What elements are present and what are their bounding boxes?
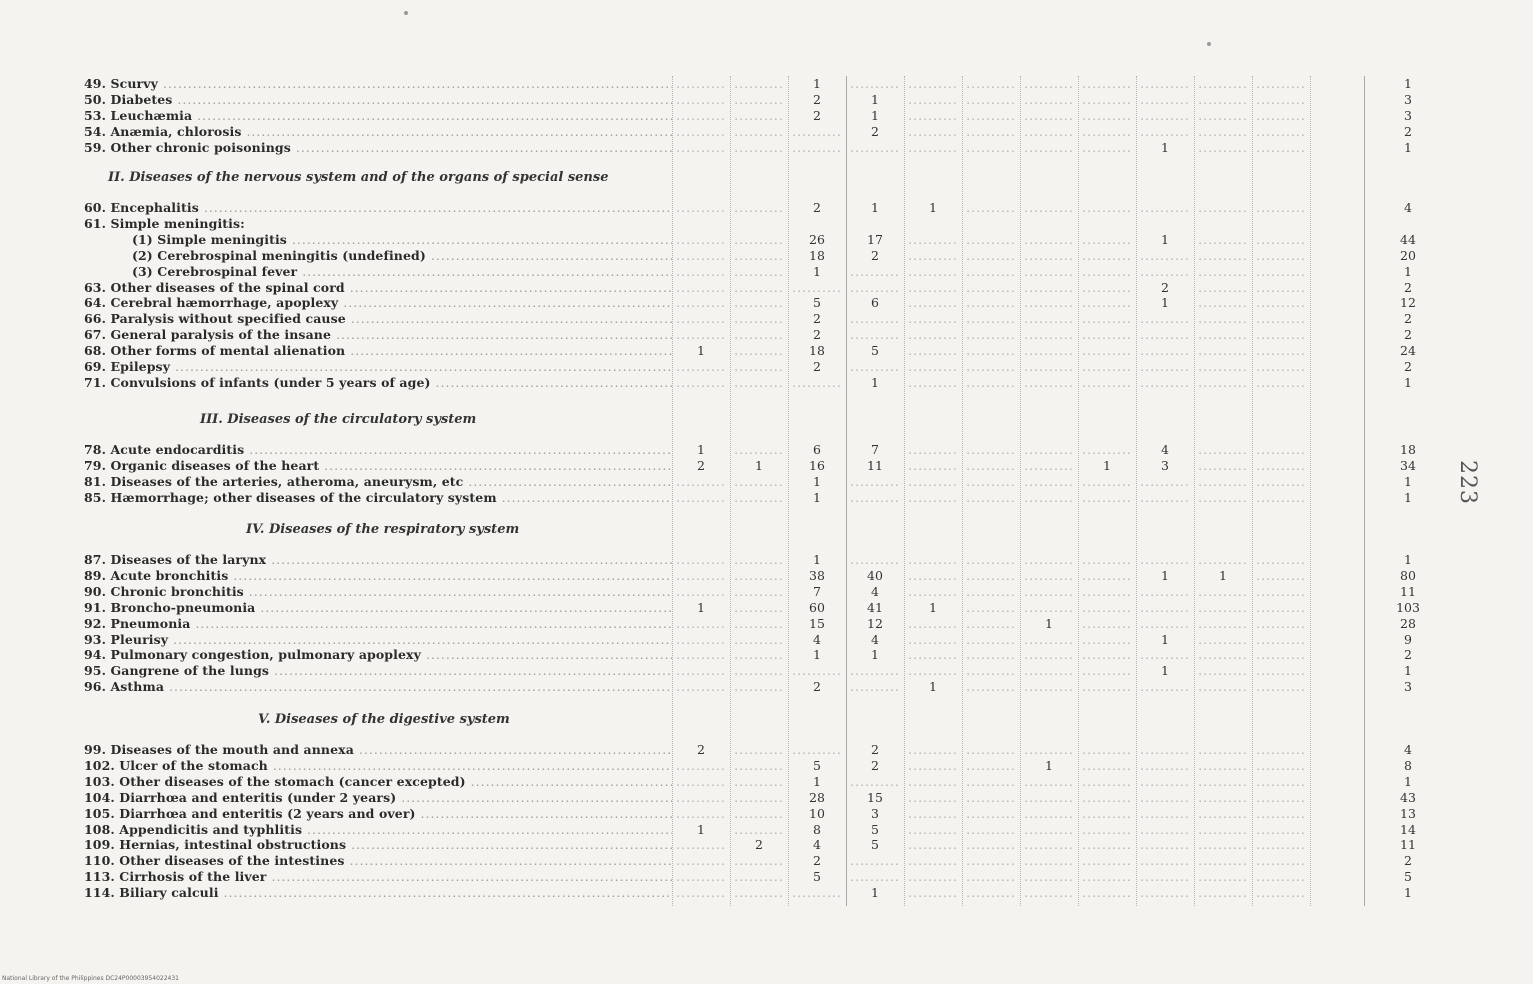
row-label-text: 105. Diarrhœa and enteritis (2 years and over) — [84, 805, 416, 821]
row-label-text: 79. Organic diseases of the heart — [84, 457, 320, 473]
row-total: 2 — [1404, 359, 1412, 374]
row-total: 3 — [1404, 107, 1412, 123]
section-heading: V. Diseases of the digestive system — [258, 712, 510, 727]
row-label-text: 92. Pneumonia — [84, 615, 191, 631]
row-label — [84, 822, 672, 838]
row-label — [84, 232, 672, 248]
row-label — [84, 790, 672, 806]
table-cell: 3 — [871, 805, 879, 821]
row-total: 4 — [1404, 742, 1412, 757]
column-rule — [1310, 76, 1311, 906]
column-rule — [730, 76, 731, 906]
table-cell: 2 — [871, 123, 879, 139]
row-label — [84, 663, 672, 679]
row-total: 28 — [1400, 615, 1416, 631]
row-total: 34 — [1400, 457, 1416, 473]
table-cell: 1 — [871, 200, 879, 215]
table-cell: 1 — [813, 489, 821, 505]
row-label-text: 91. Broncho-pneumonia — [84, 599, 256, 615]
table-cell: 1 — [697, 343, 705, 359]
row-label-text: 89. Acute bronchitis — [84, 567, 229, 583]
row-total: 1 — [1404, 139, 1412, 155]
table-cell: 3 — [1161, 457, 1169, 473]
row-label-text: 93. Pleurisy — [84, 631, 169, 647]
row-total: 1 — [1404, 76, 1412, 91]
row-label — [84, 490, 672, 506]
row-total: 1 — [1404, 473, 1412, 489]
row-label-text: 102. Ulcer of the stomach — [84, 757, 268, 773]
row-label — [84, 552, 672, 568]
row-total: 13 — [1400, 805, 1416, 821]
table-cell: 1 — [697, 599, 705, 615]
table-cell: 1 — [813, 263, 821, 279]
row-label-text: 63. Other diseases of the spinal cord — [84, 279, 345, 295]
row-total: 14 — [1400, 821, 1416, 837]
table-cell: 1 — [1103, 457, 1111, 473]
table-cell: 7 — [871, 442, 879, 457]
row-label — [84, 343, 672, 359]
table-cell: 40 — [867, 567, 883, 583]
table-cell: 11 — [867, 457, 883, 473]
row-label — [84, 76, 672, 92]
row-label-text: 110. Other diseases of the intestines — [84, 853, 345, 869]
row-total: 1 — [1404, 885, 1412, 901]
column-rule — [1364, 76, 1365, 906]
row-total: 5 — [1404, 869, 1412, 885]
row-label-text: 54. Anæmia, chlorosis — [84, 123, 242, 139]
row-total: 3 — [1404, 91, 1412, 107]
table-cell: 1 — [813, 473, 821, 489]
row-label — [84, 200, 672, 216]
table-cell: 1 — [929, 599, 937, 615]
row-label — [84, 806, 672, 822]
row-total: 103 — [1396, 599, 1420, 615]
row-total: 1 — [1404, 489, 1412, 505]
table-cell: 5 — [813, 757, 821, 773]
row-label — [84, 742, 672, 758]
row-label-text: 85. Hæmorrhage; other diseases of the circulatory system — [84, 489, 497, 505]
table-cell: 1 — [871, 647, 879, 663]
table-cell: 2 — [697, 457, 705, 473]
row-total: 24 — [1400, 343, 1416, 359]
table-cell: 12 — [867, 615, 883, 631]
row-label-text: 67. General paralysis of the insane — [84, 327, 332, 343]
row-label — [84, 264, 672, 280]
table-cell: 1 — [813, 76, 821, 91]
scan-speck — [1207, 42, 1211, 46]
column-rule — [672, 76, 673, 906]
row-label — [84, 359, 672, 375]
row-label — [84, 600, 672, 616]
table-cell: 18 — [809, 247, 825, 263]
row-label — [84, 837, 672, 853]
table-cell: 1 — [871, 107, 879, 123]
row-label — [84, 869, 672, 885]
row-label-text: 113. Cirrhosis of the liver — [84, 869, 267, 885]
row-label — [84, 632, 672, 648]
table-cell: 1 — [871, 374, 879, 390]
row-label — [84, 124, 672, 140]
row-label — [84, 758, 672, 774]
row-total: 2 — [1404, 647, 1412, 663]
table-cell: 4 — [813, 631, 821, 647]
table-cell: 1 — [813, 552, 821, 567]
row-total: 2 — [1404, 853, 1412, 869]
table-cell: 1 — [1161, 231, 1169, 247]
row-total: 2 — [1404, 327, 1412, 343]
row-label — [84, 92, 672, 108]
table-cell: 41 — [867, 599, 883, 615]
table-cell: 5 — [813, 869, 821, 885]
section-heading: III. Diseases of the circulatory system — [200, 412, 477, 427]
row-label-text: 109. Hernias, intestinal obstructions — [84, 837, 347, 853]
row-label-text: 81. Diseases of the arteries, atheroma, aneurysm, etc — [84, 473, 464, 489]
table-cell: 1 — [697, 442, 705, 457]
row-total: 2 — [1404, 311, 1412, 327]
row-total: 1 — [1404, 663, 1412, 679]
column-rule — [1078, 76, 1079, 906]
table-cell: 26 — [809, 231, 825, 247]
row-label — [84, 458, 672, 474]
row-label-text: 104. Diarrhœa and enteritis (under 2 years) — [84, 789, 397, 805]
table-cell: 2 — [813, 359, 821, 374]
table-cell: 15 — [809, 615, 825, 631]
table-cell: 1 — [1045, 757, 1053, 773]
row-label — [84, 568, 672, 584]
table-cell: 1 — [755, 457, 763, 473]
row-total: 2 — [1404, 123, 1412, 139]
row-label-text: 64. Cerebral hæmorrhage, apoplexy — [84, 295, 339, 311]
table-cell: 2 — [755, 837, 763, 853]
table-cell: 5 — [871, 837, 879, 853]
table-cell: 2 — [1161, 279, 1169, 295]
table-cell: 15 — [867, 789, 883, 805]
table-cell: 2 — [813, 91, 821, 107]
row-total: 9 — [1404, 631, 1412, 647]
page-number: 223 — [1455, 460, 1480, 505]
row-label — [84, 248, 672, 264]
column-rule — [1020, 76, 1021, 906]
table-cell: 2 — [813, 311, 821, 327]
row-total: 11 — [1400, 583, 1416, 599]
row-total: 80 — [1400, 567, 1416, 583]
row-label-text: 60. Encephalitis — [84, 200, 199, 215]
table-cell: 1 — [697, 821, 705, 837]
table-cell: 4 — [871, 583, 879, 599]
row-label-text: 66. Paralysis without specified cause — [84, 311, 346, 327]
table-cell: 1 — [929, 679, 937, 695]
table-cell: 16 — [809, 457, 825, 473]
row-total: 44 — [1400, 231, 1416, 247]
table-cell: 1 — [813, 647, 821, 663]
row-label — [84, 679, 672, 695]
table-cell: 1 — [929, 200, 937, 215]
table-cell: 5 — [871, 343, 879, 359]
row-label — [84, 774, 672, 790]
table-cell: 10 — [809, 805, 825, 821]
table-cell: 2 — [871, 247, 879, 263]
column-rule — [962, 76, 963, 906]
row-label — [84, 311, 672, 327]
table-cell: 4 — [813, 837, 821, 853]
table-cell: 8 — [813, 821, 821, 837]
table-cell: 2 — [813, 107, 821, 123]
row-label-text: 50. Diabetes — [84, 91, 173, 107]
row-label-text: 94. Pulmonary congestion, pulmonary apoplexy — [84, 647, 421, 663]
table-cell: 6 — [871, 295, 879, 311]
row-label — [84, 885, 672, 901]
row-label-text: (2) Cerebrospinal meningitis (undefined) — [132, 247, 426, 263]
row-label — [84, 375, 672, 391]
row-label-text: 108. Appendicitis and typhlitis — [84, 821, 303, 837]
row-label-text: 53. Leuchæmia — [84, 107, 193, 123]
table-cell: 4 — [871, 631, 879, 647]
row-label — [84, 108, 672, 124]
row-total: 43 — [1400, 789, 1416, 805]
scan-footer: National Library of the Philippines DC24P00003954022431 — [2, 975, 179, 982]
table-cell: 5 — [813, 295, 821, 311]
section-heading: II. Diseases of the nervous system and of the organs of special sense — [108, 170, 609, 185]
row-label — [84, 584, 672, 600]
table-cell: 1 — [1161, 139, 1169, 155]
column-rule — [1136, 76, 1137, 906]
row-label-text: 68. Other forms of mental alienation — [84, 343, 346, 359]
table-cell: 7 — [813, 583, 821, 599]
table-cell: 2 — [813, 200, 821, 215]
row-label-text: (3) Cerebrospinal fever — [132, 263, 298, 279]
table-cell: 2 — [813, 853, 821, 869]
row-total: 4 — [1404, 200, 1412, 215]
table-cell: 17 — [867, 231, 883, 247]
row-label — [84, 140, 672, 156]
row-label-text: 69. Epilepsy — [84, 359, 171, 374]
table-cell: 38 — [809, 567, 825, 583]
table-cell: 1 — [1161, 295, 1169, 311]
table-cell: 1 — [1219, 567, 1227, 583]
table-cell: 2 — [871, 757, 879, 773]
table-cell: 1 — [1161, 567, 1169, 583]
row-label — [84, 442, 672, 458]
row-total: 2 — [1404, 279, 1412, 295]
row-total: 1 — [1404, 374, 1412, 390]
table-cell: 1 — [871, 885, 879, 901]
table-cell: 1 — [1161, 663, 1169, 679]
row-label — [84, 853, 672, 869]
row-total: 20 — [1400, 247, 1416, 263]
table-cell: 2 — [813, 327, 821, 343]
row-label-text: 71. Convulsions of infants (under 5 years of age) — [84, 374, 431, 390]
table-cell: 60 — [809, 599, 825, 615]
row-label-text: 87. Diseases of the larynx — [84, 552, 267, 567]
table-cell: 6 — [813, 442, 821, 457]
row-label — [84, 280, 672, 296]
table-cell: 2 — [813, 679, 821, 695]
row-label — [84, 295, 672, 311]
table-cell: 2 — [697, 742, 705, 757]
row-label — [84, 647, 672, 663]
table-cell: 4 — [1161, 442, 1169, 457]
row-label — [84, 327, 672, 343]
column-rule — [1252, 76, 1253, 906]
row-total: 3 — [1404, 679, 1412, 695]
table-cell: 28 — [809, 789, 825, 805]
row-label-text: 95. Gangrene of the lungs — [84, 663, 270, 679]
table-cell: 1 — [1161, 631, 1169, 647]
table-cell: 1 — [813, 773, 821, 789]
table-cell: 1 — [871, 91, 879, 107]
row-label-text: 49. Scurvy — [84, 76, 158, 91]
row-label-text: 114. Biliary calculi — [84, 885, 219, 901]
table-cell: 5 — [871, 821, 879, 837]
row-label — [84, 474, 672, 490]
row-total: 1 — [1404, 552, 1412, 567]
section-heading: IV. Diseases of the respiratory system — [246, 522, 520, 537]
scan-speck — [404, 11, 408, 15]
row-label-text: 90. Chronic bronchitis — [84, 583, 244, 599]
row-label — [84, 616, 672, 632]
row-label-text: 103. Other diseases of the stomach (cancer excepted) — [84, 773, 466, 789]
row-label — [84, 216, 672, 232]
row-total: 18 — [1400, 442, 1416, 457]
table-cell: 1 — [1045, 615, 1053, 631]
row-label-text: (1) Simple meningitis — [132, 231, 287, 247]
column-rule — [1194, 76, 1195, 906]
row-total: 8 — [1404, 757, 1412, 773]
row-label-text: 99. Diseases of the mouth and annexa — [84, 742, 354, 757]
row-total: 1 — [1404, 263, 1412, 279]
row-label-text: 96. Asthma — [84, 679, 165, 695]
table-cell: 18 — [809, 343, 825, 359]
row-label-text: 59. Other chronic poisonings — [84, 139, 291, 155]
table-cell: 2 — [871, 742, 879, 757]
row-total: 12 — [1400, 295, 1416, 311]
row-label-text: 78. Acute endocarditis — [84, 442, 245, 457]
row-label-text: 61. Simple meningitis: — [84, 215, 245, 231]
row-total: 11 — [1400, 837, 1416, 853]
row-total: 1 — [1404, 773, 1412, 789]
